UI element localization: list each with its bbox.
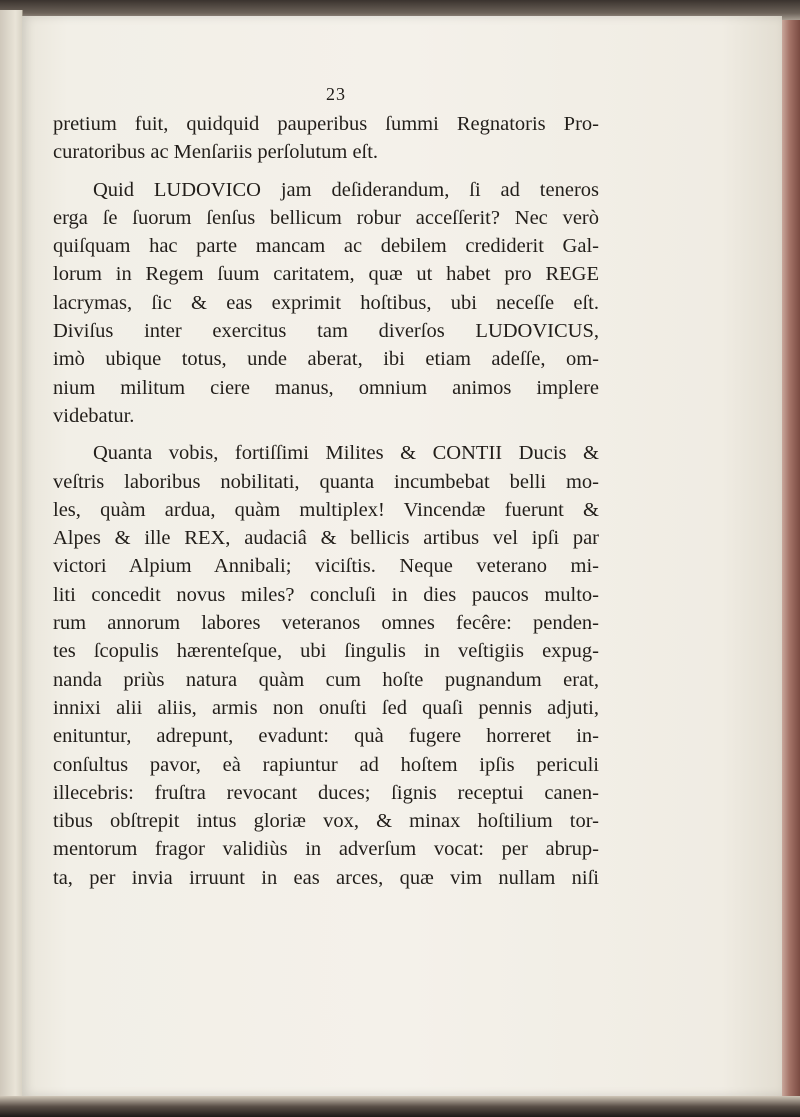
- text-line: tes ſcopulis hærenteſque, ubi ſingulis in veſtigiis expug-: [53, 640, 599, 663]
- text-line: les, quàm ardua, quàm multiplex! Vincendæ fuerunt &: [53, 498, 599, 521]
- text-line: quiſquam hac parte mancam ac debilem crediderit Gal-: [53, 235, 599, 258]
- paragraph: [53, 176, 599, 431]
- text-line: Quanta vobis, fortiſſimi Milites & CONTII Ducis &: [93, 442, 599, 465]
- text-line: innixi alii aliis, armis non onuſti ſed quaſi pennis adjuti,: [53, 696, 599, 719]
- text-line: imò ubique totus, unde aberat, ibi etiam adeſſe, om-: [53, 348, 599, 371]
- text-line: nanda priùs natura quàm cum hoſte pugnandum erat,: [53, 668, 599, 691]
- text-line: nium militum ciere manus, omnium animos implere: [53, 376, 599, 399]
- paragraph: [53, 439, 599, 892]
- facing-page-edge: [0, 10, 23, 1100]
- text-line: curatoribus ac Menſariis perſolutum eſt.: [53, 141, 379, 164]
- text-line: videbatur.: [53, 404, 135, 427]
- page-text: [53, 110, 599, 892]
- text-line: tibus obſtrepit intus gloriæ vox, & minax hoſtilium tor-: [53, 810, 599, 833]
- text-line: rum annorum labores veteranos omnes fecêre: penden-: [53, 612, 599, 635]
- text-line: illecebris: fruſtra revocant duces; ſignis receptui canen-: [53, 781, 599, 804]
- text-line: liti concedit novus miles? concluſi in dies paucos multo-: [53, 583, 599, 606]
- text-line: Diviſus inter exercitus tam diverſos LUDOVICUS,: [53, 320, 599, 343]
- text-line: lorum in Regem ſuum caritatem, quæ ut habet pro REGE: [53, 263, 599, 286]
- text-line: Alpes & ille REX, audaciâ & bellicis artibus vel ipſi par: [53, 527, 599, 550]
- page-number: 23: [326, 84, 346, 104]
- text-line: conſultus pavor, eà rapiuntur ad hoſtem ipſis periculi: [53, 753, 599, 776]
- text-line: pretium fuit, quidquid pauperibus ſummi Regnatoris Pro-: [53, 113, 599, 135]
- text-line: ta, per invia irruunt in eas arces, quæ vim nullam niſi: [53, 866, 599, 889]
- text-line: mentorum fragor validiùs in adverſum vocat: per abrup-: [53, 838, 599, 861]
- text-line: Quid LUDOVICO jam deſiderandum, ſi ad teneros: [93, 178, 599, 201]
- text-line: erga ſe ſuorum ſenſus bellicum robur acceſſerit? Nec verò: [53, 206, 599, 229]
- book-bottom-edge: [0, 1096, 800, 1117]
- book-fore-edge: [782, 20, 800, 1100]
- text-line: victori Alpium Annibali; viciſtis. Neque veterano mi-: [53, 555, 599, 578]
- text-line: lacrymas, ſic & eas exprimit hoſtibus, ubi neceſſe eſt.: [53, 291, 599, 314]
- text-line: enituntur, adrepunt, evadunt: quà fugere horreret in-: [53, 725, 599, 748]
- paragraph: [53, 110, 599, 167]
- text-line: veſtris laboribus nobilitati, quanta incumbebat belli mo-: [53, 470, 599, 493]
